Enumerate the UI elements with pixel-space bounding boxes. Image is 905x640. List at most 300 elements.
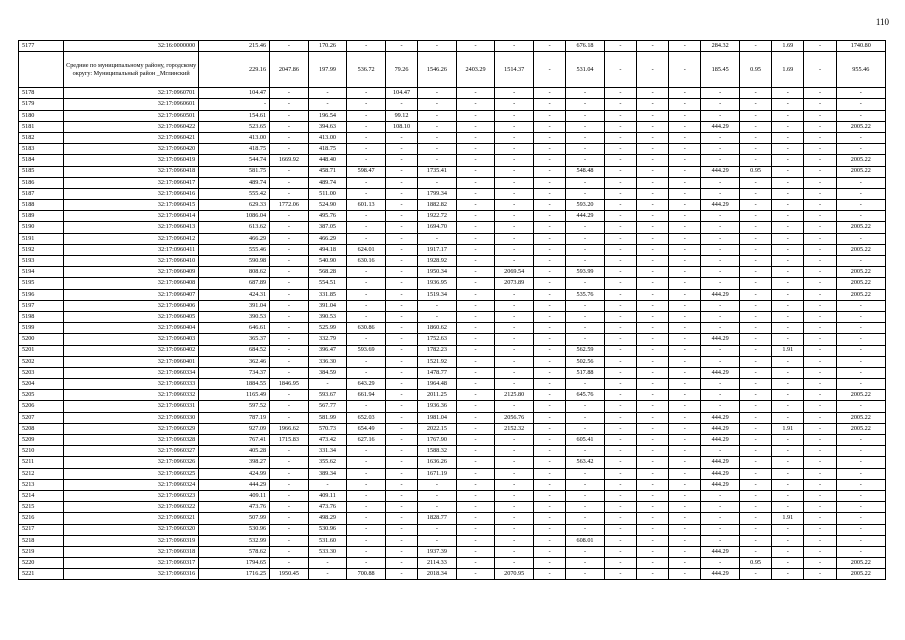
value-cell: 396.47 [308,345,347,356]
value-cell: 489.74 [199,177,270,188]
value-cell: - [418,121,457,132]
value-cell: - [836,311,885,322]
value-cell: - [669,502,701,513]
value-cell: - [637,401,669,412]
cadastral-code: 32:16:0000000 [64,41,199,52]
value-cell: - [270,99,309,110]
value-cell: - [456,569,495,580]
value-cell: - [347,479,386,490]
value-cell: 555.42 [199,188,270,199]
value-cell: - [534,569,566,580]
value-cell: - [456,558,495,569]
value-cell: 2005.22 [836,558,885,569]
value-cell: 598.47 [347,166,386,177]
value-cell: - [495,41,534,52]
value-cell: - [604,379,636,390]
value-cell: - [604,412,636,423]
value-cell: - [604,569,636,580]
cadastral-code: 32:17:0960501 [64,110,199,121]
value-cell: 581.75 [199,166,270,177]
value-cell: - [804,278,836,289]
value-cell: 444.29 [701,457,740,468]
value-cell: - [347,211,386,222]
value-cell: - [534,558,566,569]
value-cell: - [566,524,605,535]
value-cell: - [308,379,347,390]
value-cell: - [347,278,386,289]
value-cell: - [772,435,804,446]
value-cell: 2056.76 [495,412,534,423]
value-cell: - [495,558,534,569]
value-cell: - [604,155,636,166]
value-cell: - [566,244,605,255]
value-cell: - [669,311,701,322]
value-cell: - [270,412,309,423]
value-cell: - [669,546,701,557]
value-cell: - [566,233,605,244]
value-cell: - [604,99,636,110]
value-cell: - [495,524,534,535]
value-cell: 1981.04 [418,412,457,423]
value-cell: - [534,177,566,188]
value-cell: - [701,311,740,322]
value-cell: 787.19 [199,412,270,423]
value-cell: - [836,110,885,121]
value-cell: - [604,546,636,557]
value-cell: - [534,267,566,278]
value-cell: - [740,233,772,244]
value-cell: - [669,289,701,300]
value-cell: - [495,367,534,378]
value-cell: - [669,233,701,244]
value-cell: - [701,558,740,569]
value-cell: - [740,401,772,412]
value-cell: - [495,200,534,211]
value-cell: - [804,323,836,334]
value-cell: - [456,356,495,367]
row-number: 5183 [19,144,64,155]
value-cell: - [740,524,772,535]
cadastral-code: 32:17:0960328 [64,435,199,446]
value-cell: 2005.22 [836,278,885,289]
value-cell: 104.47 [199,88,270,99]
value-cell: - [495,144,534,155]
row-number: 5203 [19,367,64,378]
value-cell: - [566,423,605,434]
value-cell: - [604,502,636,513]
value-cell: - [604,121,636,132]
value-cell: 2114.33 [418,558,457,569]
value-cell: - [418,41,457,52]
value-cell: - [772,110,804,121]
value-cell: - [772,88,804,99]
row-number: 5209 [19,435,64,446]
value-cell: - [604,256,636,267]
value-cell: - [495,513,534,524]
cadastral-code: 32:17:0960416 [64,188,199,199]
value-cell: 444.29 [701,479,740,490]
value-cell: - [534,222,566,233]
value-cell: - [385,412,417,423]
value-cell: 2005.22 [836,155,885,166]
value-cell: - [637,468,669,479]
value-cell: - [772,502,804,513]
value-cell: - [385,524,417,535]
value-cell: - [604,311,636,322]
value-cell: - [772,99,804,110]
value-cell: 79.26 [385,52,417,88]
value-cell: - [270,88,309,99]
value-cell: - [772,558,804,569]
value-cell: - [456,513,495,524]
value-cell: 568.28 [308,267,347,278]
value-cell: - [534,211,566,222]
value-cell: - [836,513,885,524]
value-cell: - [701,390,740,401]
table-row [19,367,886,378]
value-cell: - [804,490,836,501]
value-cell: - [534,401,566,412]
value-cell: - [637,367,669,378]
value-cell: 413.00 [308,132,347,143]
value-cell: - [836,502,885,513]
value-cell: - [456,323,495,334]
value-cell: - [772,289,804,300]
value-cell: 390.53 [199,311,270,322]
value-cell: 734.37 [199,367,270,378]
value-cell: - [740,390,772,401]
value-cell: 2069.54 [495,267,534,278]
value-cell: - [347,222,386,233]
table-row [19,244,886,255]
value-cell: - [456,188,495,199]
value-cell: - [347,41,386,52]
value-cell: - [270,367,309,378]
row-number: 5219 [19,546,64,557]
value-cell: - [740,423,772,434]
value-cell: - [308,99,347,110]
value-cell: - [669,300,701,311]
cadastral-code: 32:17:0960419 [64,155,199,166]
value-cell: - [804,468,836,479]
value-cell: - [495,88,534,99]
value-cell: - [740,334,772,345]
value-cell: - [604,211,636,222]
value-cell: - [836,379,885,390]
row-number: 5212 [19,468,64,479]
value-cell: 1936.36 [418,401,457,412]
row-number: 5201 [19,345,64,356]
value-cell: - [804,121,836,132]
value-cell: - [637,256,669,267]
page-number: 110 [875,17,889,27]
value-cell: - [804,502,836,513]
value-cell: 391.04 [199,300,270,311]
value-cell: - [456,121,495,132]
value-cell: 1519.34 [418,289,457,300]
value-cell: 1928.92 [418,256,457,267]
value-cell: - [534,121,566,132]
value-cell: 1794.65 [199,558,270,569]
value-cell: - [669,278,701,289]
value-cell: - [495,132,534,143]
value-cell: 196.54 [308,110,347,121]
value-cell: - [804,367,836,378]
value-cell: 444.29 [566,211,605,222]
value-cell: - [270,401,309,412]
value-cell: 548.48 [566,166,605,177]
value-cell: - [701,513,740,524]
value-cell: 2070.95 [495,569,534,580]
cadastral-code: 32:17:0960334 [64,367,199,378]
value-cell: - [456,401,495,412]
value-cell: - [566,412,605,423]
value-cell: - [495,99,534,110]
value-cell: - [701,222,740,233]
value-cell: - [740,311,772,322]
value-cell: - [836,188,885,199]
value-cell: - [347,121,386,132]
value-cell: - [418,132,457,143]
value-cell: - [270,166,309,177]
value-cell: - [836,177,885,188]
value-cell: - [385,379,417,390]
value-cell: - [270,446,309,457]
value-cell: - [495,256,534,267]
value-cell: - [637,188,669,199]
value-cell: - [637,99,669,110]
value-cell: - [740,479,772,490]
value-cell: - [270,233,309,244]
value-cell: - [637,222,669,233]
value-cell: - [637,121,669,132]
value-cell: - [604,166,636,177]
value-cell: - [347,401,386,412]
value-cell: - [456,289,495,300]
value-cell: 1.69 [772,52,804,88]
value-cell: - [740,468,772,479]
table-row [19,457,886,468]
value-cell: 511.00 [308,188,347,199]
value-cell: - [804,110,836,121]
table-row [19,569,886,580]
value-cell: - [604,278,636,289]
value-cell: - [669,99,701,110]
value-cell: - [772,412,804,423]
table-row [19,300,886,311]
row-number: 5200 [19,334,64,345]
row-number: 5192 [19,244,64,255]
value-cell: - [637,52,669,88]
value-cell: - [836,256,885,267]
value-cell: - [604,367,636,378]
value-cell: - [566,222,605,233]
value-cell: - [456,546,495,557]
value-cell: - [495,300,534,311]
value-cell: - [701,99,740,110]
value-cell: 444.29 [701,289,740,300]
value-cell: - [836,200,885,211]
value-cell: - [385,166,417,177]
value-cell: 444.29 [701,367,740,378]
value-cell: - [495,121,534,132]
value-cell: - [604,479,636,490]
value-cell: 444.29 [701,423,740,434]
value-cell: - [270,457,309,468]
value-cell: 1846.95 [270,379,309,390]
value-cell: - [270,535,309,546]
value-cell: - [604,289,636,300]
value-cell: 700.88 [347,569,386,580]
value-cell: - [495,468,534,479]
value-cell: - [604,188,636,199]
value-cell: - [740,200,772,211]
value-cell: 197.99 [308,52,347,88]
value-cell: - [740,513,772,524]
value-cell: - [534,144,566,155]
value-cell: - [566,379,605,390]
row-number: 5185 [19,166,64,177]
value-cell: - [669,569,701,580]
table-row [19,166,886,177]
value-cell: 2005.22 [836,244,885,255]
value-cell: - [385,200,417,211]
table-row [19,435,886,446]
value-cell: - [772,356,804,367]
value-cell: - [804,479,836,490]
value-cell: 1799.34 [418,188,457,199]
value-cell: 444.29 [701,412,740,423]
row-number: 5211 [19,457,64,468]
value-cell: - [637,166,669,177]
value-cell: - [534,88,566,99]
cadastral-code: 32:17:0960420 [64,144,199,155]
value-cell: - [804,390,836,401]
value-cell: 1669.92 [270,155,309,166]
value-cell: - [604,41,636,52]
value-cell: - [347,356,386,367]
value-cell: - [669,356,701,367]
value-cell: 466.29 [308,233,347,244]
value-cell: - [740,177,772,188]
value-cell: - [740,546,772,557]
value-cell: - [566,558,605,569]
value-cell: 530.96 [199,524,270,535]
value-cell: 1964.48 [418,379,457,390]
cadastral-code: 32:17:0960418 [64,166,199,177]
value-cell: - [669,412,701,423]
value-cell: - [637,300,669,311]
value-cell: - [669,200,701,211]
value-cell: - [385,356,417,367]
value-cell: - [804,524,836,535]
value-cell: - [669,367,701,378]
cadastral-code: 32:17:0960422 [64,121,199,132]
value-cell: - [456,177,495,188]
value-cell: 676.18 [566,41,605,52]
value-cell: - [347,490,386,501]
value-cell: - [804,88,836,99]
cadastral-code: 32:17:0960410 [64,256,199,267]
value-cell: - [456,412,495,423]
value-cell: 365.37 [199,334,270,345]
value-cell: 458.71 [308,166,347,177]
value-cell: 1.69 [772,41,804,52]
value-cell: - [385,222,417,233]
value-cell: - [772,479,804,490]
cadastral-code: 32:17:0960701 [64,88,199,99]
value-cell: - [701,256,740,267]
value-cell: - [270,211,309,222]
value-cell: - [534,390,566,401]
value-cell: - [669,535,701,546]
value-cell: - [385,401,417,412]
value-cell: 1716.25 [199,569,270,580]
value-cell: - [604,177,636,188]
value-cell: - [804,267,836,278]
value-cell: - [804,457,836,468]
value-cell: - [701,502,740,513]
value-cell: 1782.23 [418,345,457,356]
row-number: 5210 [19,446,64,457]
value-cell: 170.26 [308,41,347,52]
value-cell: - [566,99,605,110]
value-cell: 444.29 [701,334,740,345]
row-number: 5196 [19,289,64,300]
row-number: 5182 [19,132,64,143]
value-cell: - [772,200,804,211]
value-cell: - [270,289,309,300]
value-cell: - [701,446,740,457]
value-cell: 473.76 [308,502,347,513]
value-cell: - [772,311,804,322]
row-number: 5214 [19,490,64,501]
table-row [19,256,886,267]
value-cell: - [385,513,417,524]
value-cell: - [804,446,836,457]
row-number: 5216 [19,513,64,524]
row-number: 5198 [19,311,64,322]
row-number: 5221 [19,569,64,580]
value-cell: 2125.80 [495,390,534,401]
value-cell: - [495,222,534,233]
value-cell: - [637,211,669,222]
value-cell: - [456,334,495,345]
value-cell: - [534,188,566,199]
value-cell: 570.73 [308,423,347,434]
value-cell: 1752.63 [418,334,457,345]
value-cell: - [604,200,636,211]
value-cell: - [804,233,836,244]
row-number: 5193 [19,256,64,267]
value-cell: - [347,457,386,468]
value-cell: - [270,110,309,121]
value-cell: 502.56 [566,356,605,367]
value-cell: - [385,188,417,199]
value-cell: - [456,41,495,52]
value-cell: 398.27 [199,457,270,468]
table-row [19,311,886,322]
value-cell: - [456,300,495,311]
row-number: 5191 [19,233,64,244]
value-cell: - [495,401,534,412]
value-cell: - [347,446,386,457]
value-cell: - [456,423,495,434]
value-cell: 532.99 [199,535,270,546]
value-cell: - [604,535,636,546]
value-cell: - [534,457,566,468]
table-row [19,99,886,110]
